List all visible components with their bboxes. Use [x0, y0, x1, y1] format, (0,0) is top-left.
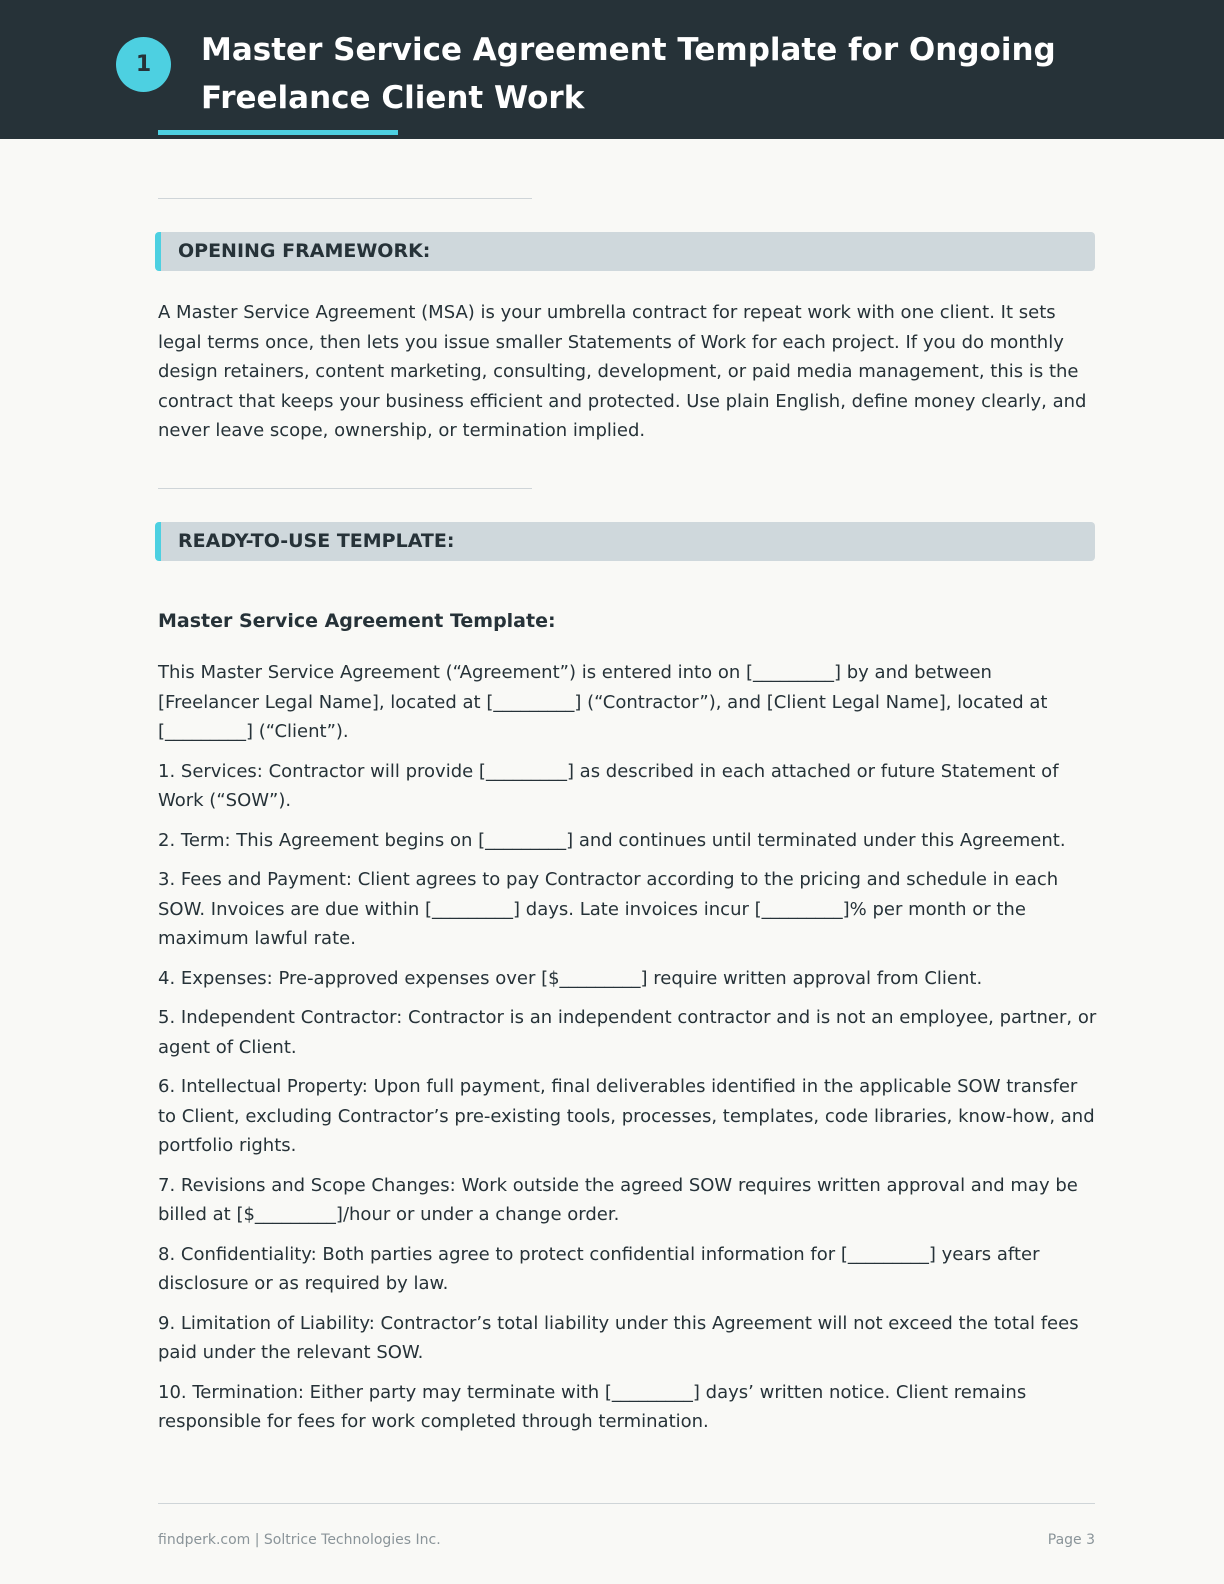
clause-confidentiality: 8. Confidentiality: Both parties agree to protect confidential information for [_________] years after disclosure or as required by law. — [158, 1243, 1040, 1294]
clause-revisions-scope: 7. Revisions and Scope Changes: Work outside the agreed SOW requires written approval and may be billed at [$_________]/hour or under a change order. — [158, 1174, 1078, 1225]
clause-intellectual-property: 6. Intellectual Property: Upon full payment, final deliverables identified in the applicable SOW transfer to Client, excluding Contractor’s pre-existing tools, processes, templates, code libraries, know-how, and portfolio rights. — [158, 1076, 1095, 1156]
opening-framework-paragraph: A Master Service Agreement (MSA) is your umbrella contract for repeat work with one client. It sets legal terms once, then lets you issue smaller Statements of Work for each project. If you do monthly design retainers, content marketing, consulting, development, or paid media management, this is the contract that keeps your business efficient and protected. Use plain English, define money clearly, and never leave scope, ownership, or termination implied. — [158, 302, 1087, 441]
section-divider — [158, 198, 532, 199]
page-header — [0, 0, 1224, 139]
clause-term: 2. Term: This Agreement begins on [_________] and continues until terminated under this Agreement. — [158, 829, 1066, 851]
clause-limitation-liability: 9. Limitation of Liability: Contractor’s total liability under this Agreement will not exceed the total fees paid under the relevant SOW. — [158, 1312, 1079, 1363]
page-number: Page 3 — [1047, 1532, 1095, 1548]
template-heading: READY-TO-USE TEMPLATE: — [155, 522, 1095, 561]
footer-divider — [158, 1503, 1095, 1504]
section-number-badge: 1 — [116, 37, 171, 92]
opening-framework-heading: OPENING FRAMEWORK: — [155, 232, 1095, 271]
footer-source: findperk.com | Soltrice Technologies Inc. — [158, 1532, 441, 1548]
clause-independent-contractor: 5. Independent Contractor: Contractor is an independent contractor and is not an employee, partner, or agent of Client. — [158, 1007, 1097, 1058]
title-accent-underline — [158, 130, 398, 135]
agreement-intro: This Master Service Agreement (“Agreement”) is entered into on [_________] by and between [Freelancer Legal Name], located at [_________] (“Contractor”), and [Client Legal Name], located at [_________] (“Client”). — [158, 662, 1048, 742]
clause-termination: 10. Termination: Either party may terminate with [_________] days’ written notice. Client remains responsible for fees for work completed through termination. — [158, 1381, 1027, 1432]
clause-expenses: 4. Expenses: Pre-approved expenses over [$_________] require written approval from Client. — [158, 967, 983, 989]
clause-services: 1. Services: Contractor will provide [_________] as described in each attached or future Statement of Work (“SOW”). — [158, 760, 1059, 811]
template-subheading: Master Service Agreement Template: — [158, 610, 556, 632]
section-divider — [158, 488, 532, 489]
page-title: Master Service Agreement Template for Ongoing Freelance Client Work — [201, 32, 1056, 116]
clause-fees-payment: 3. Fees and Payment: Client agrees to pay Contractor according to the pricing and schedule in each SOW. Invoices are due within [_________] days. Late invoices incur [_________]% per month or the maximum lawful rate. — [158, 869, 1059, 949]
agreement-clauses — [158, 658, 1098, 1447]
